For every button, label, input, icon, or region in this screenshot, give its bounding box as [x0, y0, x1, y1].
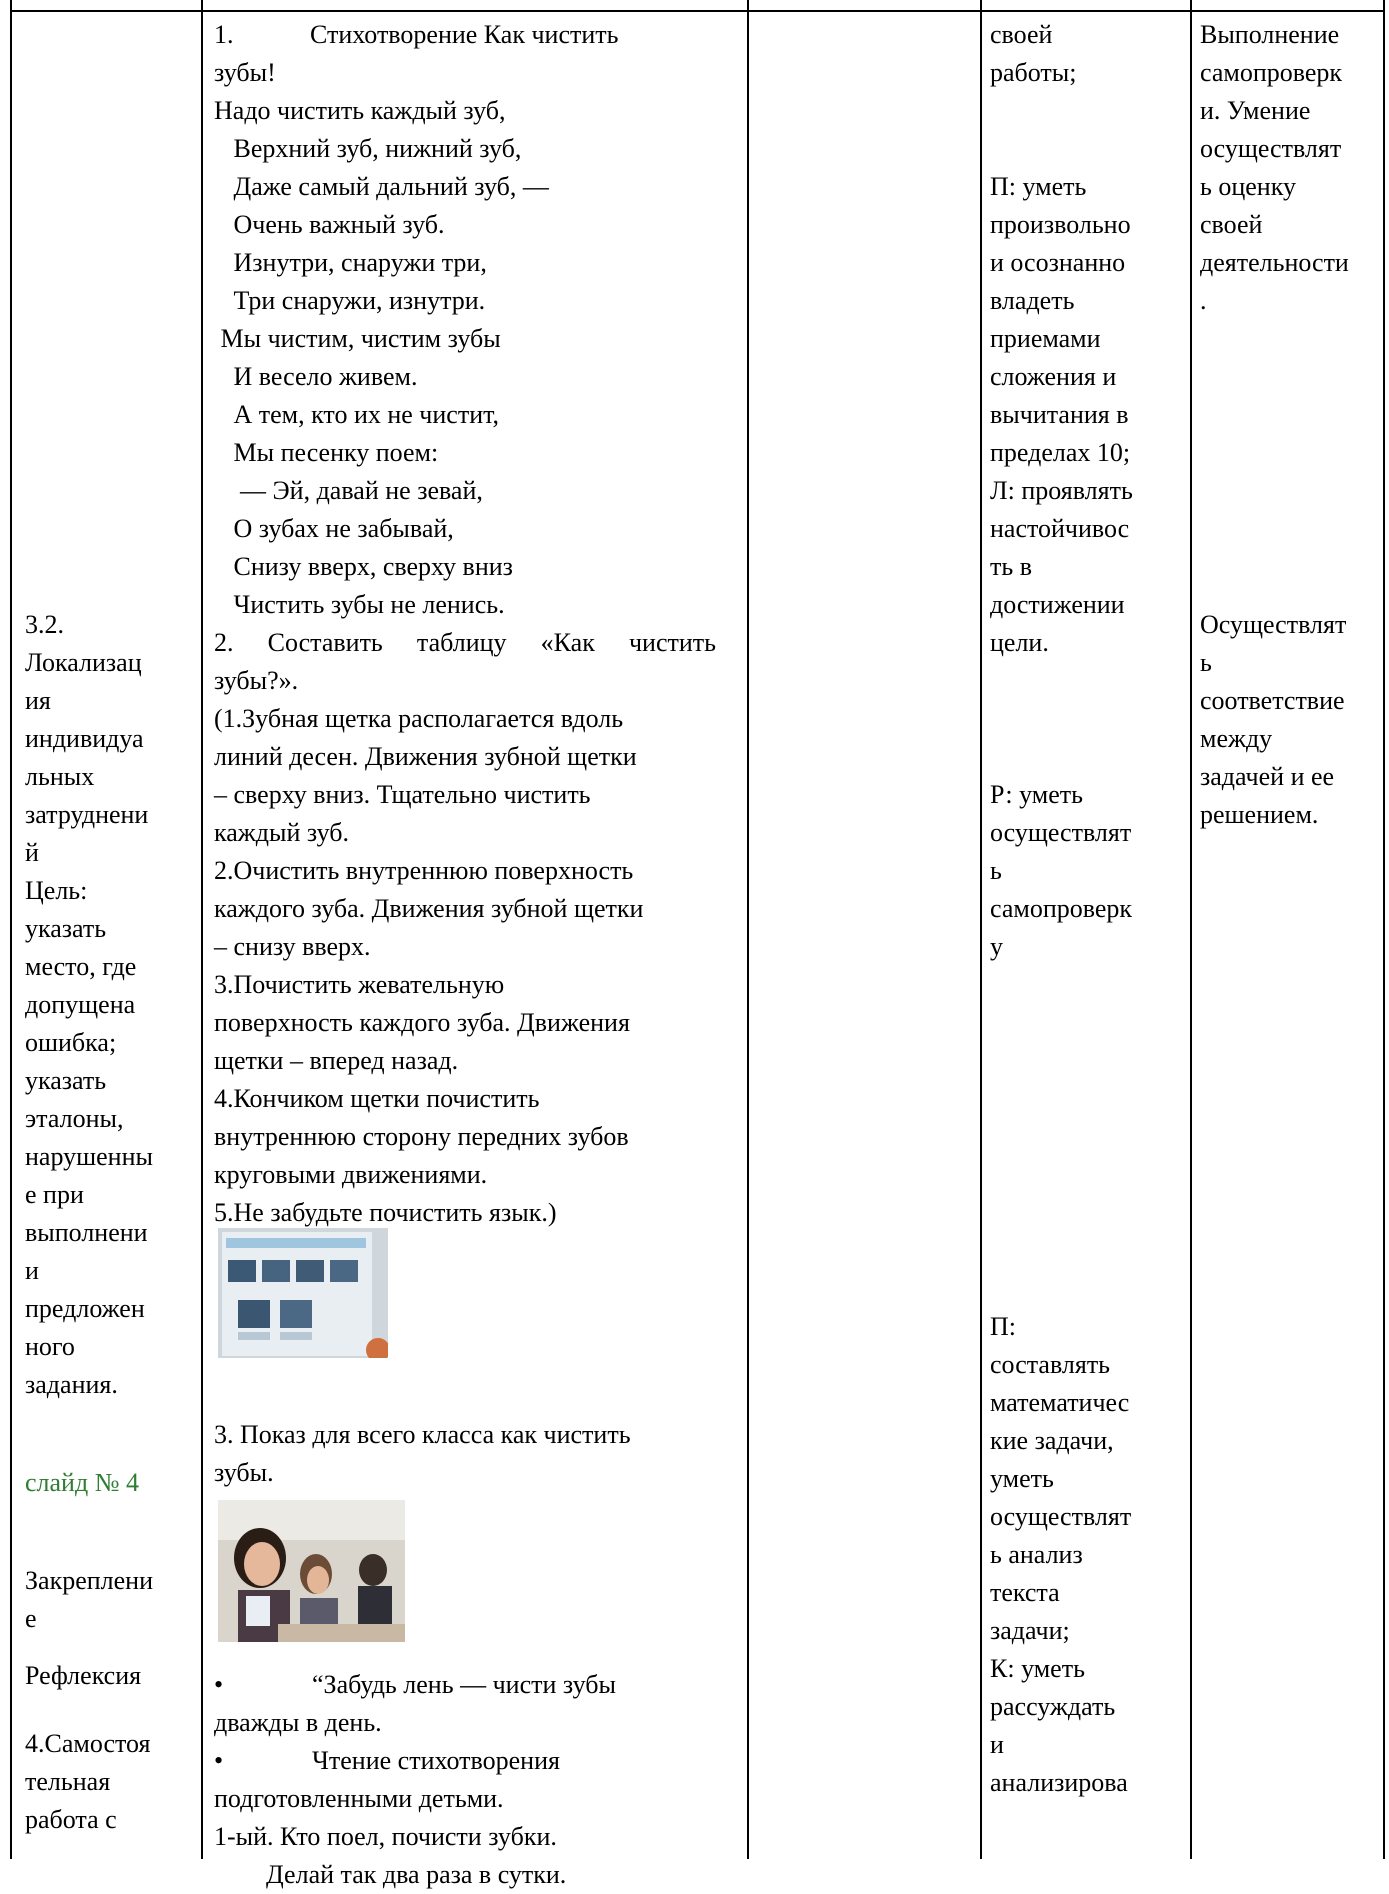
- poem-title-text: Стихотворение Как чистить: [310, 20, 619, 49]
- stage-text-line: выполнени: [25, 1218, 148, 1247]
- step-line: каждый зуб.: [214, 818, 349, 847]
- step-line: поверхность каждого зуба. Движения: [214, 1008, 630, 1037]
- poem-line: Надо чистить каждый зуб,: [214, 96, 506, 125]
- item-number: 1.: [214, 20, 234, 49]
- result-line: осуществлят: [1200, 134, 1342, 163]
- stage-text-line: тельная: [25, 1767, 111, 1796]
- bullet-item: [214, 1742, 734, 1780]
- task-line: зубы.: [214, 1458, 274, 1487]
- step-line: круговыми движениями.: [214, 1160, 488, 1189]
- poem-line: Снизу вверх, сверху вниз: [214, 552, 513, 581]
- bullet-item: [214, 1666, 734, 1704]
- uud-line: осуществлят: [990, 818, 1132, 847]
- poem-title-cont: зубы!: [214, 58, 276, 87]
- uud-line: математичес: [990, 1388, 1130, 1417]
- poem-line: А тем, кто их не чистит,: [214, 400, 500, 429]
- bullet-dot: •: [214, 1746, 224, 1775]
- poem-line: О зубах не забывай,: [214, 514, 454, 543]
- result-line: между: [1200, 724, 1273, 753]
- stage-text-line: Цель:: [25, 876, 88, 905]
- uud-line: владеть: [990, 286, 1075, 315]
- result-line: .: [1200, 286, 1207, 315]
- poem-line: Даже самый дальний зуб, —: [214, 172, 549, 201]
- step-line: (1.Зубная щетка располагается вдоль: [214, 704, 624, 733]
- uud-line: и: [990, 1730, 1004, 1759]
- uud-line: вычитания в: [990, 400, 1129, 429]
- photo-children: [218, 1500, 405, 1642]
- uud-line: задачи;: [990, 1616, 1070, 1645]
- uud-line: П: уметь: [990, 172, 1087, 201]
- poem-line: Делай так два раза в сутки.: [214, 1860, 567, 1889]
- uud-line: ть в: [990, 552, 1032, 581]
- table-border-col4: [1190, 0, 1192, 1859]
- poem-line: Изнутри, снаружи три,: [214, 248, 487, 277]
- photo-teeth-chart: [218, 1228, 388, 1358]
- result-line: ь оценку: [1200, 172, 1296, 201]
- stage-text-line: ного: [25, 1332, 75, 1361]
- result-line: решением.: [1200, 800, 1319, 829]
- poem-line: Три снаружи, изнутри.: [214, 286, 486, 315]
- poem-line: Чистить зубы не ленись.: [214, 590, 505, 619]
- uud-line: пределах 10;: [990, 438, 1131, 467]
- stage-text-line: ошибка;: [25, 1028, 117, 1057]
- stage-text-line: указать: [25, 914, 107, 943]
- uud-line: ь: [990, 856, 1002, 885]
- table-border-col3: [980, 0, 982, 1859]
- stage-text-line: задания.: [25, 1370, 118, 1399]
- poem-line: И весело живем.: [214, 362, 418, 391]
- uud-line: Л: проявлять: [990, 476, 1133, 505]
- task-heading: 2. Составить таблицу «Как чистить: [214, 628, 716, 657]
- uud-line: осуществлят: [990, 1502, 1132, 1531]
- table-border-col2: [747, 0, 749, 1859]
- step-line: 5.Не забудьте почистить язык.): [214, 1198, 557, 1227]
- uud-line: кие задачи,: [990, 1426, 1114, 1455]
- uud-line: сложения и: [990, 362, 1117, 391]
- teeth-chart-illustration: [218, 1228, 388, 1358]
- uud-line: настойчивос: [990, 514, 1130, 543]
- uud-line: приемами: [990, 324, 1101, 353]
- uud-line: текста: [990, 1578, 1060, 1607]
- poem-line: Мы чистим, чистим зубы: [214, 324, 501, 353]
- uud-line: ь анализ: [990, 1540, 1083, 1569]
- result-line: Выполнение: [1200, 20, 1340, 49]
- bullet-item-cont: подготовленными детьми.: [214, 1784, 504, 1813]
- stage-text-line: индивидуа: [25, 724, 144, 753]
- stage-column: [25, 606, 183, 1839]
- uud-line: анализирова: [990, 1768, 1128, 1797]
- result-line: и. Умение: [1200, 96, 1311, 125]
- result-column: [1200, 16, 1380, 834]
- bullet-item-cont: дважды в день.: [214, 1708, 382, 1737]
- poem-line: Мы песенку поем:: [214, 438, 439, 467]
- stage-text-line: нарушенны: [25, 1142, 153, 1171]
- stage-text-line: место, где: [25, 952, 137, 981]
- step-line: линий десен. Движения зубной щетки: [214, 742, 637, 771]
- stage-text-line: ия: [25, 686, 51, 715]
- poem-line: 1-ый. Кто поел, почисти зубки.: [214, 1822, 557, 1851]
- step-line: 3.Почистить жевательную: [214, 970, 505, 999]
- reflection-label: Рефлексия: [25, 1661, 142, 1690]
- task-line: 3. Показ для всего класса как чистить: [214, 1420, 631, 1449]
- step-line: щетки – вперед назад.: [214, 1046, 459, 1075]
- result-line: задачей и ее: [1200, 762, 1335, 791]
- uud-line: цели.: [990, 628, 1049, 657]
- result-line: деятельности: [1200, 248, 1349, 277]
- bullet-item-text: “Забудь лень — чисти зубы: [312, 1670, 616, 1699]
- uud-line: достижении: [990, 590, 1125, 619]
- uud-line: П:: [990, 1312, 1016, 1341]
- stage-text-line: е при: [25, 1180, 84, 1209]
- step-line: 2.Очистить внутреннюю поверхность: [214, 856, 634, 885]
- result-line: соответствие: [1200, 686, 1345, 715]
- step-line: – снизу вверх.: [214, 932, 371, 961]
- step-line: 4.Кончиком щетки почистить: [214, 1084, 540, 1113]
- uud-line: уметь: [990, 1464, 1054, 1493]
- uud-column: [990, 16, 1170, 1802]
- consolidation-label: Закреплени: [25, 1566, 153, 1595]
- stage-text-line: й: [25, 838, 39, 867]
- stage-text-line: льных: [25, 762, 95, 791]
- stage-text-line: предложен: [25, 1294, 145, 1323]
- uud-line: К: уметь: [990, 1654, 1085, 1683]
- slide-number: слайд № 4: [25, 1468, 140, 1497]
- stage-text-line: Локализац: [25, 648, 142, 677]
- task-heading-cont: зубы?».: [214, 666, 299, 695]
- result-line: самопроверк: [1200, 58, 1343, 87]
- uud-line: у: [990, 932, 1003, 961]
- uud-line: своей: [990, 20, 1053, 49]
- children-illustration: [218, 1500, 405, 1642]
- consolidation-label: е: [25, 1604, 37, 1633]
- bullet-dot: •: [214, 1670, 224, 1699]
- poem-line: Очень важный зуб.: [214, 210, 445, 239]
- stage-text-line: 3.2.: [25, 610, 64, 639]
- uud-line: самопроверк: [990, 894, 1133, 923]
- step-line: – сверху вниз. Тщательно чистить: [214, 780, 591, 809]
- uud-line: составлять: [990, 1350, 1111, 1379]
- uud-line: и осознанно: [990, 248, 1126, 277]
- table-border-col1: [201, 0, 203, 1859]
- poem-line: — Эй, давай не зевай,: [214, 476, 483, 505]
- result-line: ь: [1200, 648, 1212, 677]
- result-line: Осуществлят: [1200, 610, 1347, 639]
- stage-text-line: указать: [25, 1066, 107, 1095]
- result-line: своей: [1200, 210, 1263, 239]
- uud-line: рассуждать: [990, 1692, 1116, 1721]
- bullet-item-text: Чтение стихотворения: [312, 1746, 560, 1775]
- table-border-top: [10, 10, 1385, 12]
- stage-text-line: работа с: [25, 1805, 117, 1834]
- table-border-left: [10, 0, 12, 1859]
- poem-line: Верхний зуб, нижний зуб,: [214, 134, 522, 163]
- uud-line: Р: уметь: [990, 780, 1084, 809]
- stage-text-line: и: [25, 1256, 39, 1285]
- poem-title: [214, 16, 734, 54]
- stage-text-line: допущена: [25, 990, 136, 1019]
- uud-line: произвольно: [990, 210, 1131, 239]
- table-border-right: [1383, 0, 1385, 1859]
- step-line: внутреннюю сторону передних зубов: [214, 1122, 629, 1151]
- stage-text-line: затруднени: [25, 800, 149, 829]
- uud-line: работы;: [990, 58, 1077, 87]
- step-line: каждого зуба. Движения зубной щетки: [214, 894, 644, 923]
- stage-text-line: 4.Самостоя: [25, 1729, 151, 1758]
- stage-text-line: эталоны,: [25, 1104, 124, 1133]
